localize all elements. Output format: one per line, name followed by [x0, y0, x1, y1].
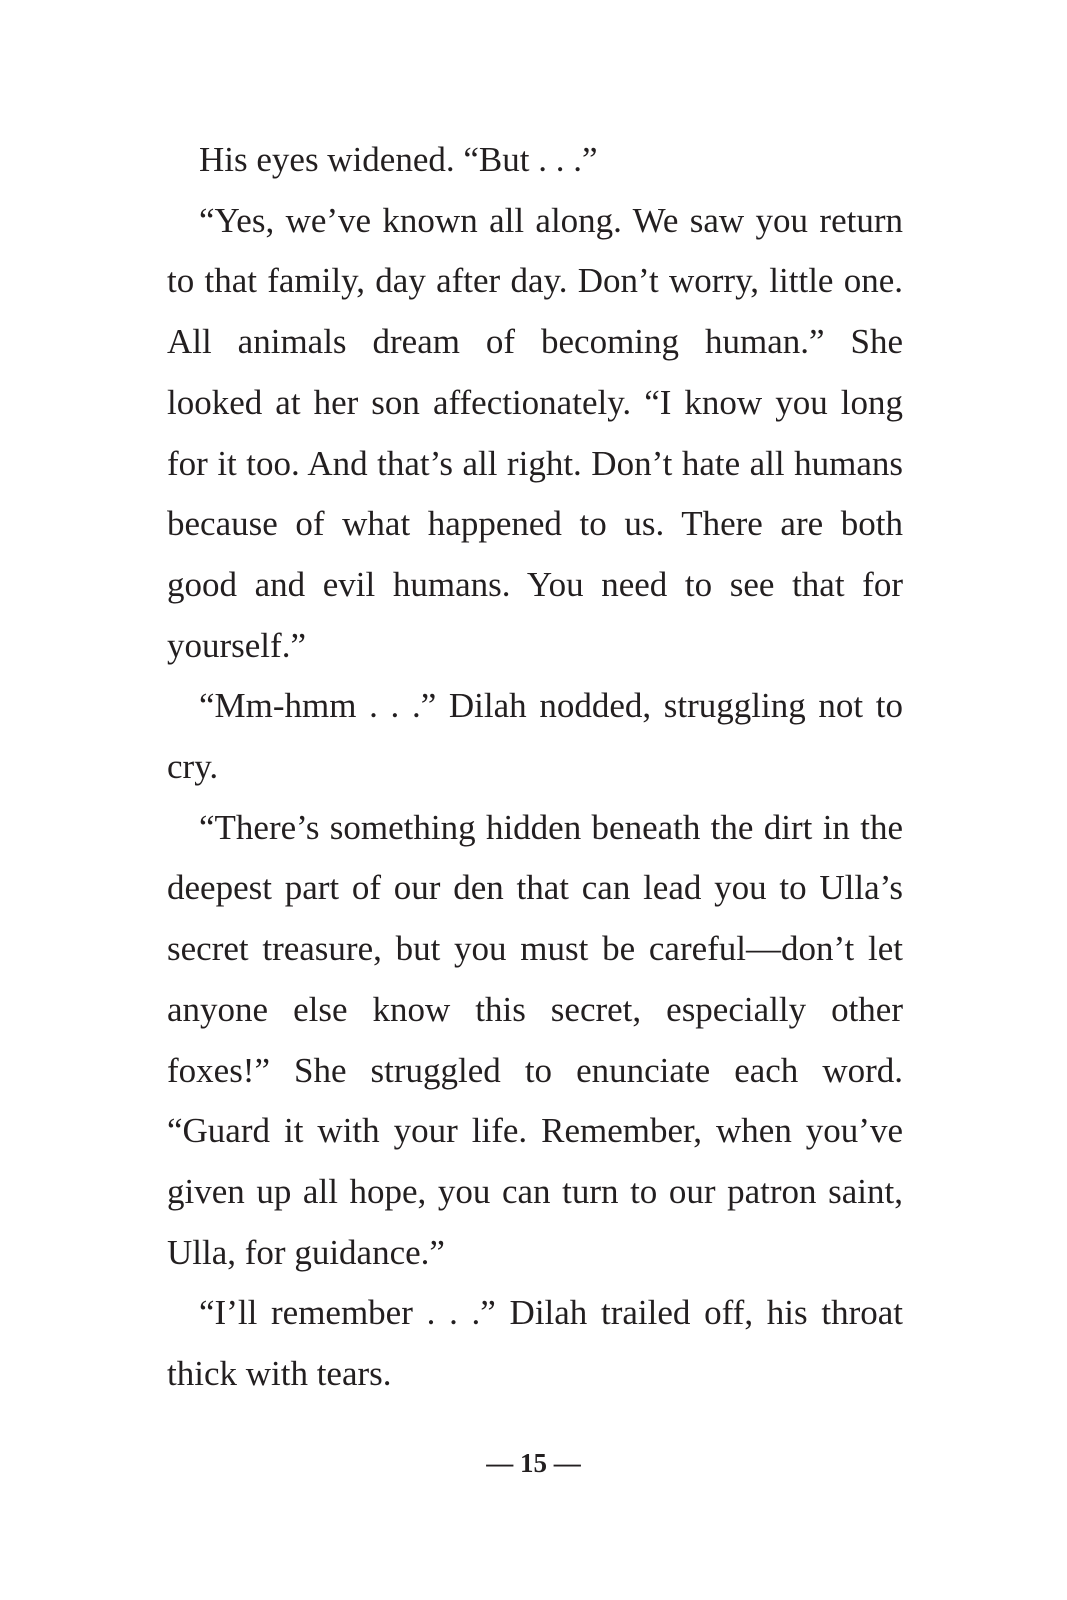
paragraph-2: “Yes, we’ve known all along. We saw you return to that family, day after day. Don’t worry, little one. All animals dream of becoming human.” She looked at her son affectionately. “I know you long for it too. And that’s all right. Don’t hate all humans because of what happened to us. There are both good and evil humans. You need to see that for yourself.” — [167, 200, 903, 665]
paragraph-3: “Mm-hmm . . .” Dilah nodded, struggling not to cry. — [167, 686, 903, 787]
page-number: — 15 — — [486, 1448, 581, 1478]
paragraph-1: His eyes widened. “But . . .” — [199, 140, 598, 179]
paragraph-4: “There’s something hidden beneath the dirt in the deepest part of our den that can lead you to Ulla’s secret treasure, but you must be careful—don’t let anyone else know this secret, especially other foxes!” She struggled to enunciate each word. “Guard it with your life. Remember, when you’ve given up all hope, you can turn to our patron saint, Ulla, for guidance.” — [167, 807, 903, 1272]
paragraph-5: “I’ll remember . . .” Dilah trailed off, his throat thick with tears. — [167, 1293, 903, 1394]
page-body — [167, 130, 903, 1405]
